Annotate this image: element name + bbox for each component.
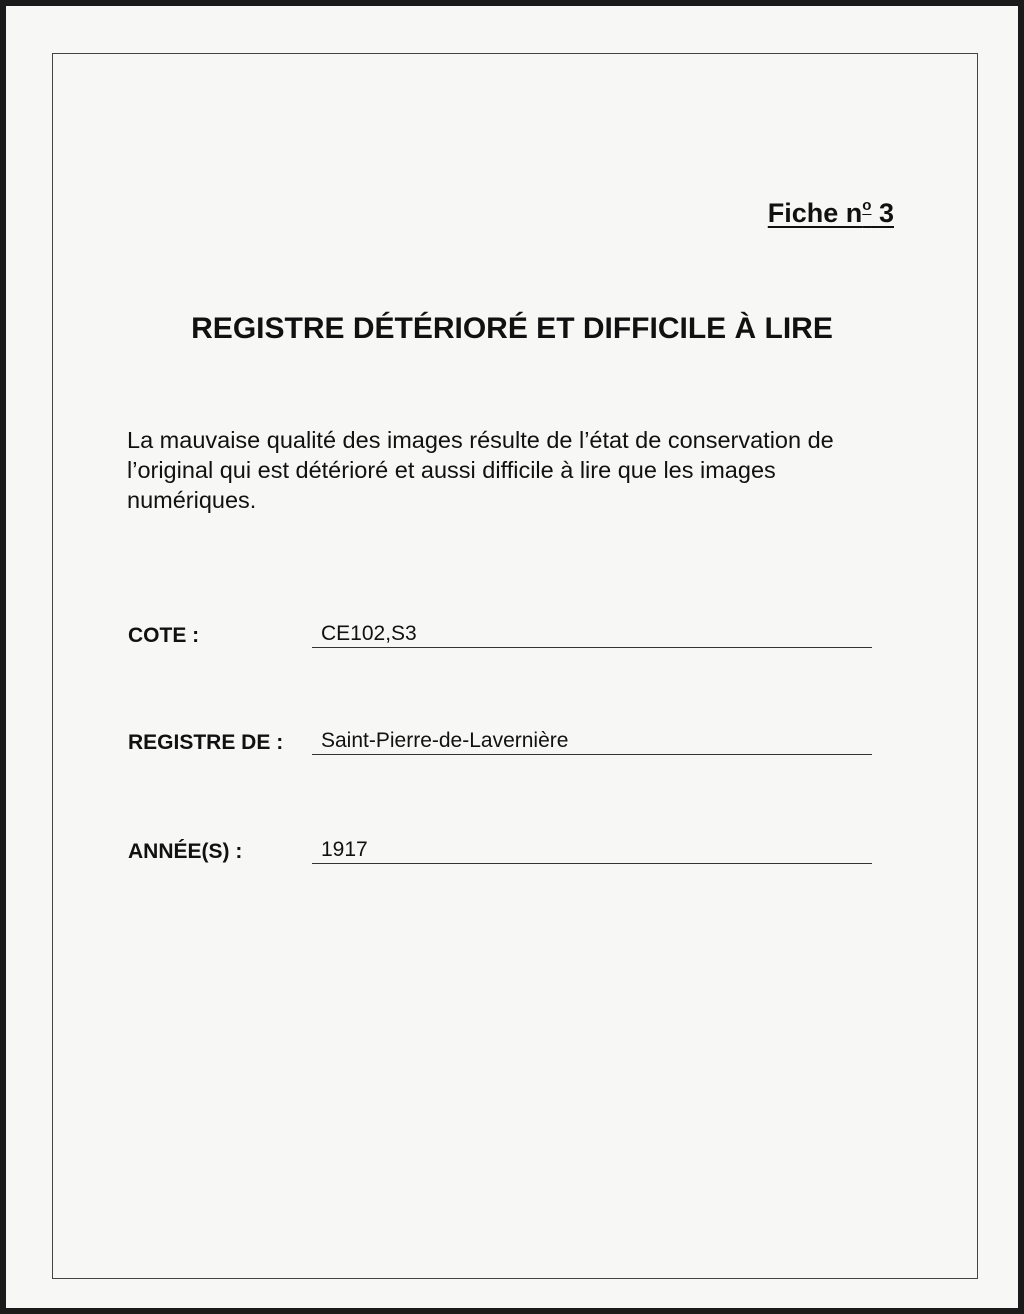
page-border: [52, 53, 978, 1279]
fiche-superscript: o: [862, 197, 872, 214]
cote-value: CE102,S3: [312, 622, 872, 648]
notice-paragraph: La mauvaise qualité des images résulte de l’état de conservation de l’original qui est détérioré et aussi difficile à lire que les images numériques.: [127, 427, 834, 513]
annees-value: 1917: [312, 838, 872, 864]
page-title: REGISTRE DÉTÉRIORÉ ET DIFFICILE À LIRE: [191, 312, 833, 345]
fiche-number-value: 3: [878, 198, 894, 228]
cote-label: COTE :: [128, 624, 200, 647]
fiche-label: Fiche n: [767, 198, 863, 228]
annees-label: ANNÉE(S) :: [128, 840, 243, 863]
registre-label: REGISTRE DE :: [128, 731, 284, 754]
registre-value: Saint-Pierre-de-Lavernière: [312, 729, 872, 755]
fiche-number: [768, 197, 894, 229]
